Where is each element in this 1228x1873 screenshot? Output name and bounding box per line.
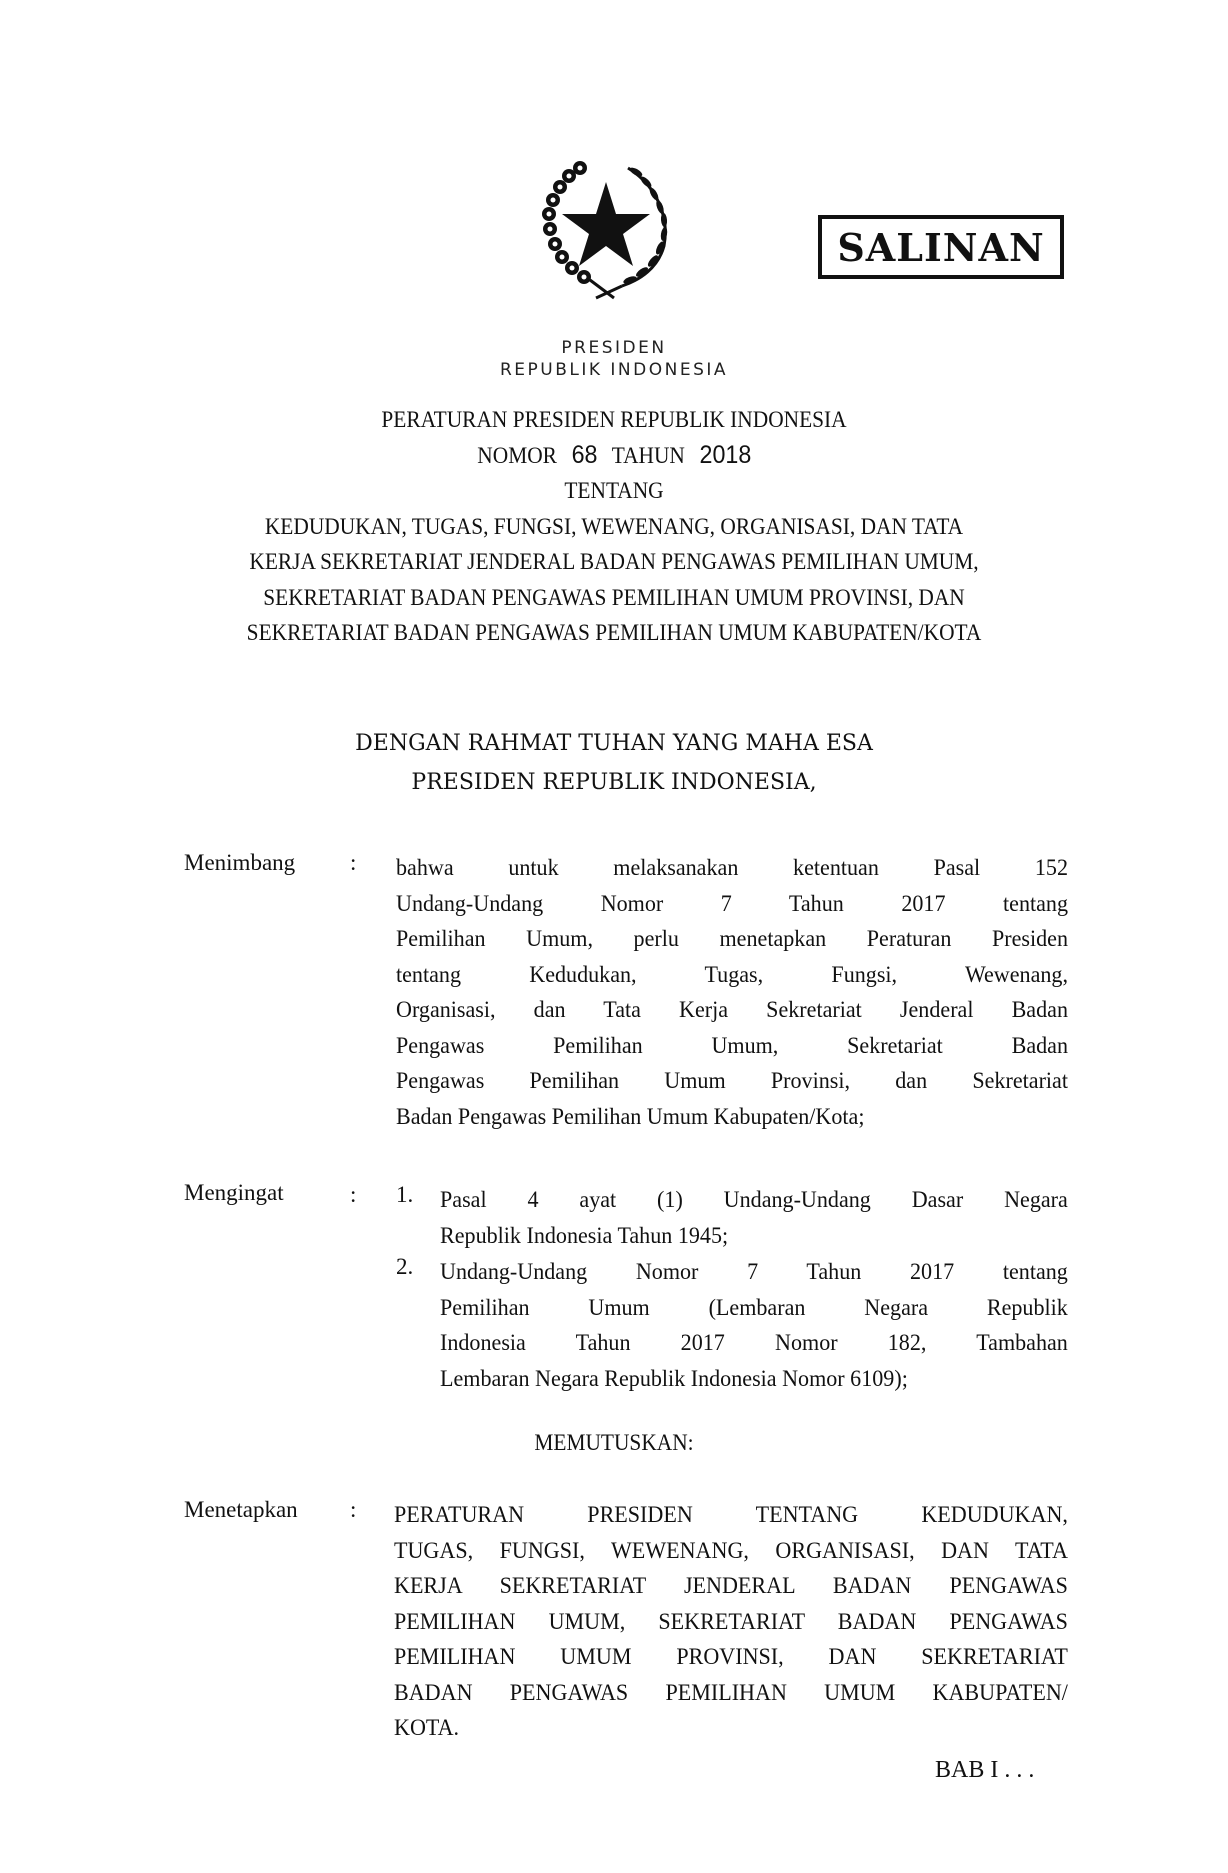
mengingat-line: Lembaran Negara Republik Indonesia Nomor 6109); — [440, 1365, 908, 1391]
menetapkan-line: BADAN PENGAWAS PEMILIHAN UMUM KABUPATEN/ — [394, 1679, 1068, 1705]
memutuskan-label: MEMUTUSKAN: — [534, 1430, 694, 1455]
tentang-heading — [0, 478, 1228, 504]
menetapkan-line: KOTA. — [394, 1715, 460, 1740]
salinan-stamp: SALINAN — [818, 215, 1064, 279]
mengingat-colon: : — [350, 1182, 357, 1207]
tentang-label: TENTANG — [564, 478, 664, 503]
menimbang-line: Pemilihan Umum, perlu menetapkan Peraturan Presiden — [396, 926, 1068, 951]
menimbang-text — [396, 850, 1068, 1134]
regulation-number — [0, 441, 1228, 470]
mengingat-line: Indonesia Tahun 2017 Nomor 182, Tambahan — [440, 1330, 1068, 1355]
menimbang-line: Undang-Undang Nomor 7 Tahun 2017 tentang — [396, 890, 1068, 916]
menetapkan-line: PEMILIHAN UMUM PROVINSI, DAN SEKRETARIAT — [394, 1644, 1068, 1669]
mengingat-label: Mengingat — [184, 1180, 284, 1205]
mengingat-item-2 — [440, 1254, 1068, 1396]
subject-text: SEKRETARIAT BADAN PENGAWAS PEMILIHAN UMUM PROVINSI, DAN — [263, 585, 965, 610]
menimbang-line: Organisasi, dan Tata Kerja Sekretariat Jenderal Badan — [396, 997, 1068, 1022]
subject-line-3 — [0, 585, 1228, 611]
mengingat-item-1 — [440, 1182, 1068, 1253]
subject-line-4 — [0, 620, 1228, 646]
mengingat-line: Republik Indonesia Tahun 1945; — [440, 1222, 729, 1248]
issuer-label-republik: REPUBLIK INDONESIA — [499, 360, 729, 380]
menimbang-line: Pengawas Pemilihan Umum Provinsi, dan Sekretariat — [396, 1068, 1068, 1093]
tahun-label: TAHUN — [611, 443, 685, 468]
subject-line-1 — [0, 514, 1228, 540]
menimbang-line: tentang Kedudukan, Tugas, Fungsi, Wewenang, — [396, 961, 1068, 987]
mengingat-item-number: 1. — [396, 1182, 414, 1207]
subject-text: KEDUDUKAN, TUGAS, FUNGSI, WEWENANG, ORGANISASI, DAN TATA — [264, 514, 964, 539]
mengingat-item-number: 2. — [396, 1254, 414, 1279]
preamble-line-1: DENGAN RAHMAT TUHAN YANG MAHA ESA — [355, 731, 873, 756]
issuer-label-presiden: PRESIDEN — [561, 338, 667, 358]
presidential-seal-icon — [536, 152, 676, 300]
nomor-label: NOMOR — [477, 443, 557, 468]
tahun-value: 2018 — [699, 441, 751, 469]
page-continuation: BAB I . . . — [935, 1757, 1035, 1783]
mengingat-line: Undang-Undang Nomor 7 Tahun 2017 tentang — [440, 1259, 1068, 1284]
menetapkan-label: Menetapkan — [184, 1497, 298, 1522]
subject-text: SEKRETARIAT BADAN PENGAWAS PEMILIHAN UMUM KABUPATEN/KOTA — [246, 620, 982, 645]
menetapkan-colon: : — [350, 1497, 357, 1522]
menimbang-line: bahwa untuk melaksanakan ketentuan Pasal 152 — [396, 855, 1068, 880]
regulation-title — [0, 407, 1228, 433]
preamble-line-2: PRESIDEN REPUBLIK INDONESIA, — [411, 770, 817, 795]
menetapkan-line: PERATURAN PRESIDEN TENTANG KEDUDUKAN, — [394, 1502, 1068, 1527]
menetapkan-text — [394, 1497, 1068, 1746]
title-line: PERATURAN PRESIDEN REPUBLIK INDONESIA — [381, 407, 847, 432]
menetapkan-line: KERJA SEKRETARIAT JENDERAL BADAN PENGAWAS — [394, 1573, 1068, 1598]
mengingat-line: Pemilihan Umum (Lembaran Negara Republik — [440, 1294, 1068, 1320]
memutuskan-heading — [0, 1430, 1228, 1456]
subject-line-2 — [0, 549, 1228, 575]
menetapkan-line: PEMILIHAN UMUM, SEKRETARIAT BADAN PENGAWAS — [394, 1608, 1068, 1634]
menimbang-line: Badan Pengawas Pemilihan Umum Kabupaten/Kota; — [396, 1103, 865, 1129]
mengingat-line: Pasal 4 ayat (1) Undang-Undang Dasar Negara — [440, 1187, 1068, 1212]
nomor-value: 68 — [571, 441, 598, 469]
menimbang-line: Pengawas Pemilihan Umum, Sekretariat Badan — [396, 1032, 1068, 1058]
menimbang-colon: : — [350, 850, 357, 875]
subject-text: KERJA SEKRETARIAT JENDERAL BADAN PENGAWAS PEMILIHAN UMUM, — [249, 549, 979, 574]
menimbang-label: Menimbang — [184, 850, 296, 875]
menetapkan-line: TUGAS, FUNGSI, WEWENANG, ORGANISASI, DAN TATA — [394, 1537, 1068, 1563]
